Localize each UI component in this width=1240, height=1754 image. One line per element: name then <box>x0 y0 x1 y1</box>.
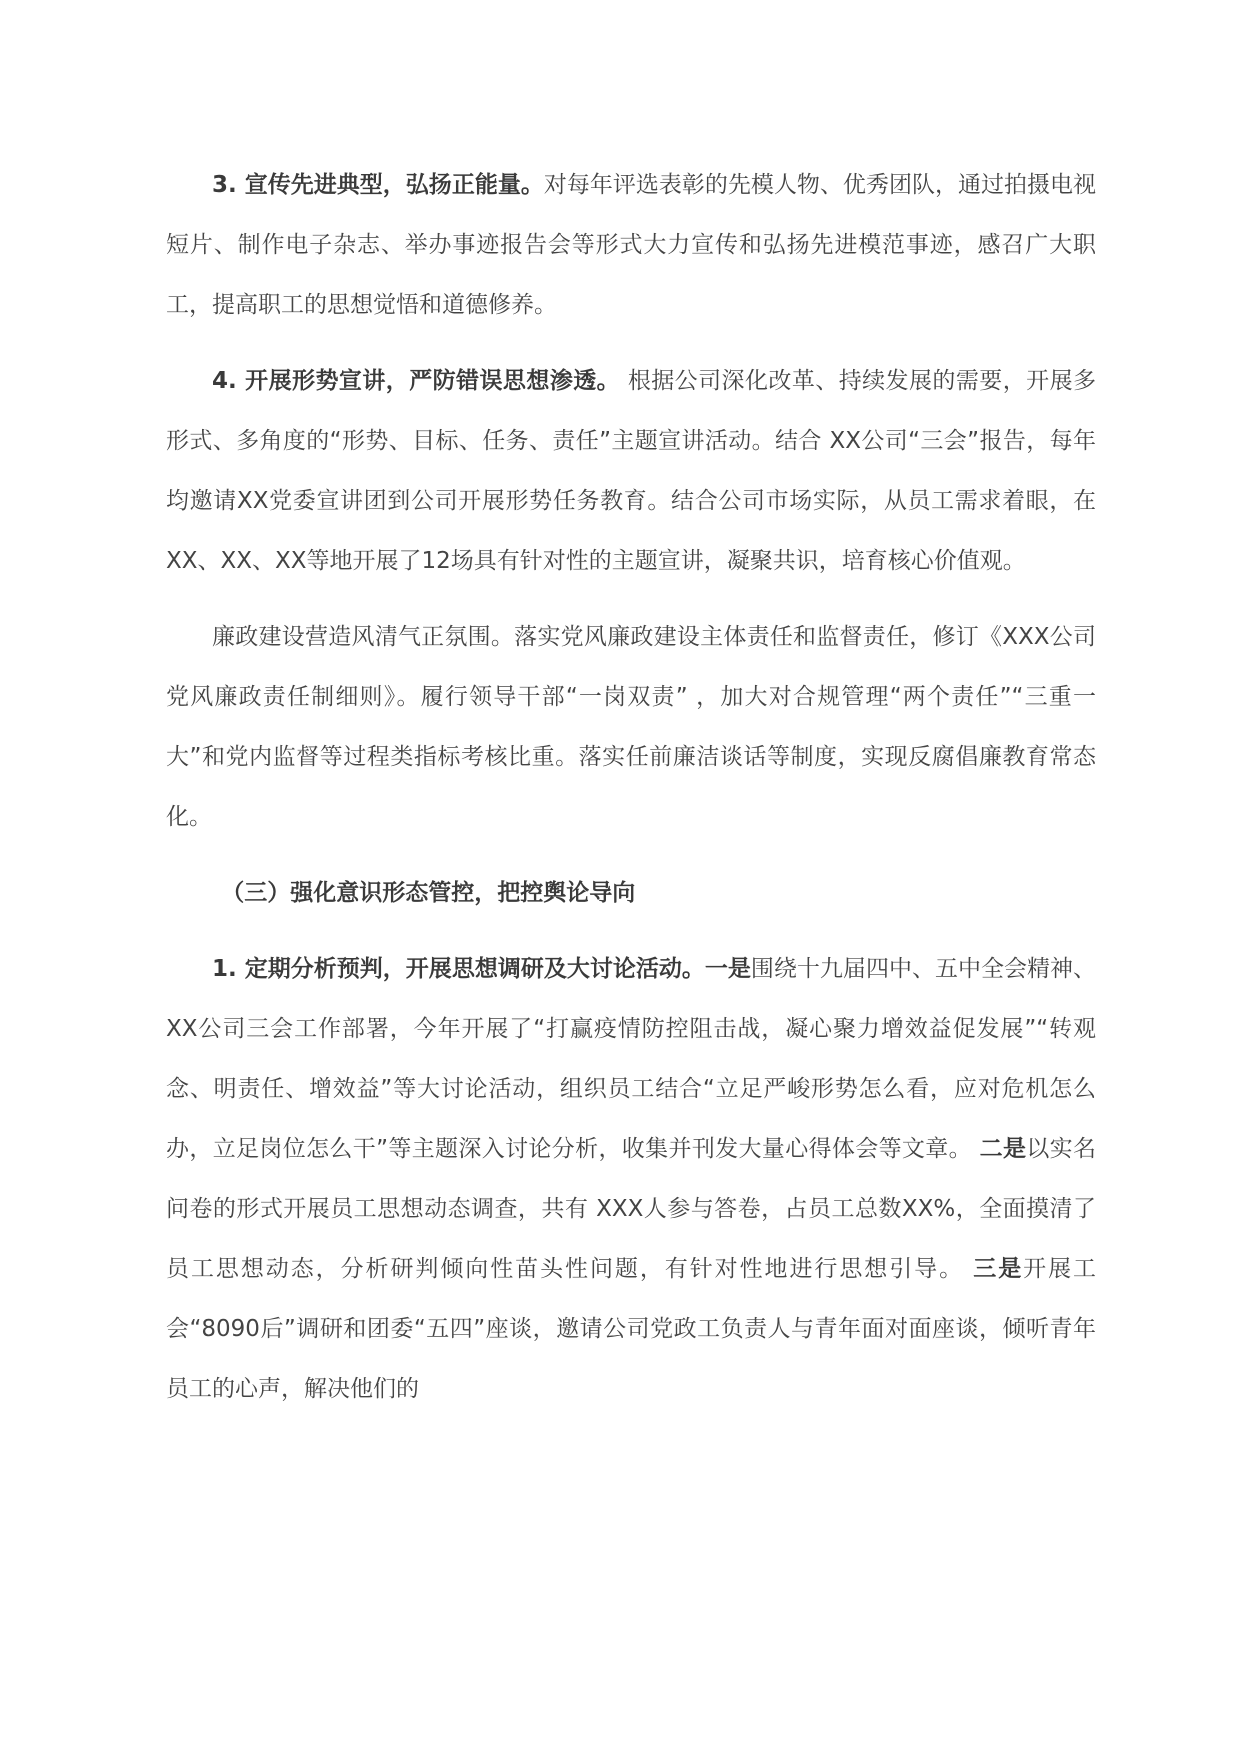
paragraph-text: 开展工会“8090后”调研和团委“五四”座谈，邀请公司党政工负责人与青年面对面座谈，倾听青年员工的心声，解决他们的 <box>166 1256 1096 1402</box>
paragraph-text: 对每年评选表彰的先模人物、优秀团队，通过拍摄电视短片、制作电子杂志、举办事迹报告会等形式大力宣传和弘扬先进模范事迹，感召广大职工，提高职工的思想觉悟和道德修养。 <box>166 172 1096 318</box>
paragraph-situation-lectures <box>166 351 1096 591</box>
item-marker: 二是 <box>979 1136 1027 1162</box>
paragraph-text: 廉政建设营造风清气正氛围。落实党风廉政建设主体责任和监督责任，修订《XXX公司党风廉政责任制细则》。履行领导干部“一岗双责” ，加大对合规管理“两个责任”“三重一大”和党内监督等过程类指标考核比重。落实任前廉洁谈话等制度，实现反腐倡廉教育常态化。 <box>166 624 1096 830</box>
paragraph-text: 围绕十九届四中、五中全会精神、XX公司三会工作部署，今年开展了“打赢疫情防控阻击战，凝心聚力增效益促发展”“转观念、明责任、增效益”等大讨论活动，组织员工结合“立足严峻形势怎么看，应对危机怎么办，立足岗位怎么干”等主题深入讨论分析，收集并刊发大量心得体会等文章。 <box>166 956 1097 1162</box>
item-marker: 三是 <box>973 1256 1024 1282</box>
paragraph-promote-models <box>166 155 1096 335</box>
paragraph-analysis-research <box>166 939 1096 1419</box>
paragraph-integrity-building <box>166 607 1096 847</box>
item-marker: 一是 <box>704 956 751 982</box>
paragraph-text: 以实名问卷的形式开展员工思想动态调查，共有 XXX人参与答卷，占员工总数XX%，全面摸清了员工思想动态，分析研判倾向性苗头性问题，有针对性地进行思想引导。 <box>166 1136 1097 1282</box>
paragraph-text: 根据公司深化改革、持续发展的需要，开展多形式、多角度的“形势、目标、任务、责任”主题宣讲活动。结合 XX公司“三会”报告，每年均邀请XX党委宣讲团到公司开展形势任务教育。结合公司市场实际，从员工需求着眼，在XX、XX、XX等地开展了12场具有针对性的主题宣讲，凝聚共识，培育核心价值观。 <box>166 368 1097 574</box>
document-body <box>166 155 1096 1435</box>
section-heading: （三）强化意识形态管控，把控舆论导向 <box>221 880 636 906</box>
paragraph-title: 1. 定期分析预判，开展思想调研及大讨论活动。 <box>212 956 705 982</box>
paragraph-title: 3. 宣传先进典型，弘扬正能量。 <box>212 172 544 198</box>
paragraph-title: 4. 开展形势宣讲，严防错误思想渗透。 <box>212 368 621 394</box>
